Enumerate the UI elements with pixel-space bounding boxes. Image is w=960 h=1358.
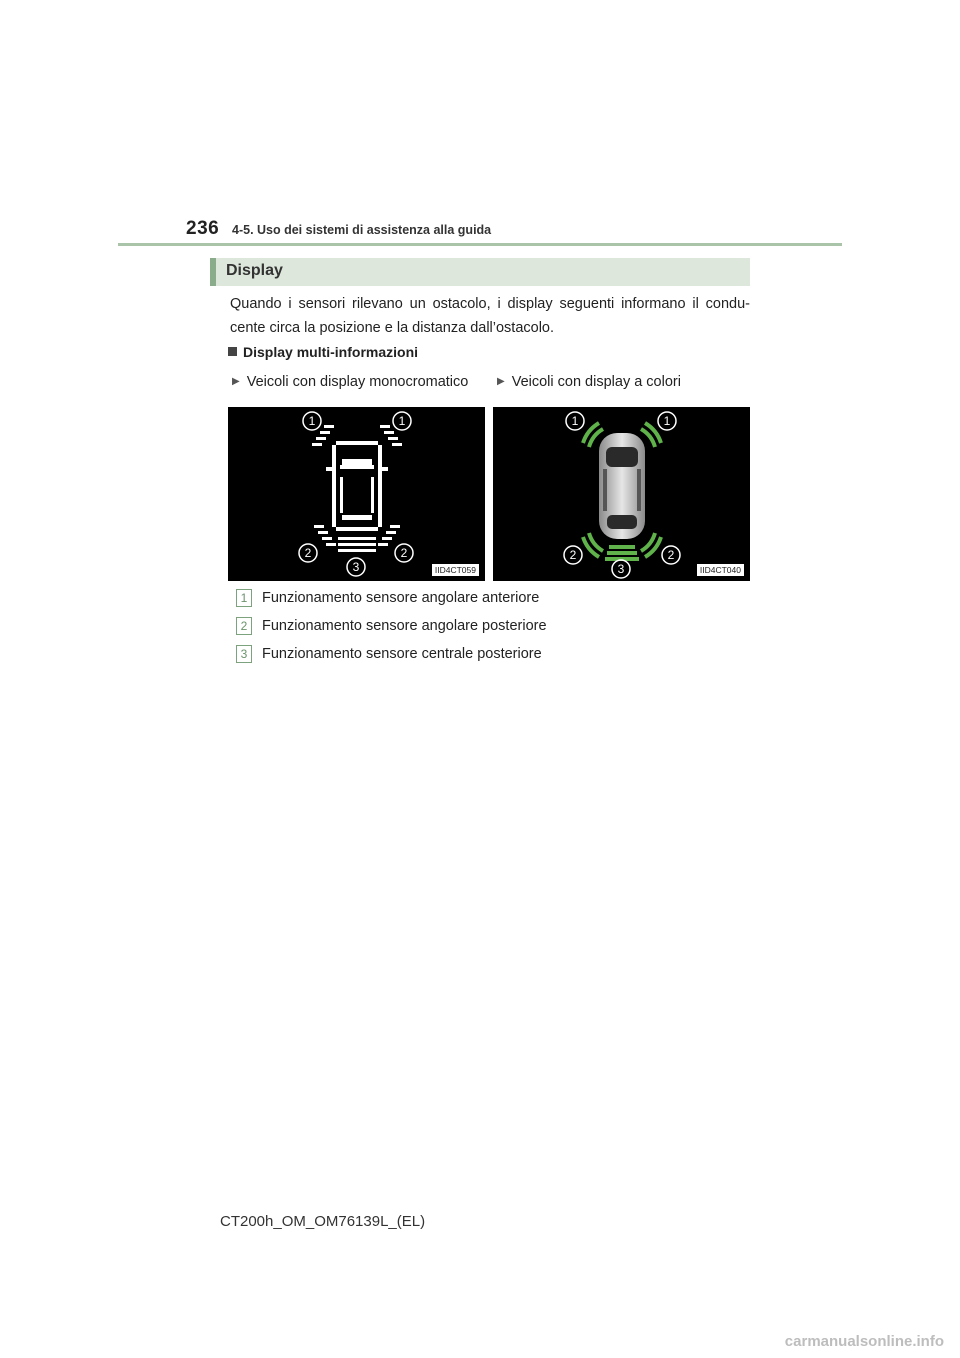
figure-label-mono [232,374,468,390]
intro-paragraph: Quando i sensori rilevano un ostacolo, i display seguenti informano il condu-cente circa la posizione e la distanza dall’ostacolo. [230,296,750,336]
figure-code: IID4CT059 [432,564,479,576]
legend-number-badge: 1 [236,589,252,607]
legend-text: Funzionamento sensore angolare posteriore [262,618,547,634]
callout-1: 1 [663,414,671,428]
triangle-bullet-icon: ▶ [497,376,505,387]
callout-2: 2 [304,546,312,560]
legend-item-rear-center [236,645,542,663]
page-number: 236 [186,218,220,239]
callout-3: 3 [352,560,360,574]
callout-1: 1 [308,414,316,428]
figure-label-text: Veicoli con display a colori [511,374,681,390]
callout-3: 3 [617,562,625,576]
callout-1: 1 [398,414,406,428]
square-bullet-icon [228,347,237,356]
color-car-illustration [493,407,750,581]
figure-label-text: Veicoli con display monocromatico [246,374,469,390]
display-section-title: Display [226,262,283,279]
color-display-image [493,407,750,581]
legend-number-badge: 2 [236,617,252,635]
callout-2: 2 [667,548,675,562]
callout-1: 1 [571,414,579,428]
legend-text: Funzionamento sensore centrale posteriore [262,646,542,662]
section-title: 4-5. Uso dei sistemi di assistenza alla guida [232,223,492,237]
header-rule [118,243,842,246]
watermark: carmanualsonline.info [784,1333,944,1350]
subheading [228,344,418,360]
legend-item-rear-corner [236,617,547,635]
legend-number-badge: 3 [236,645,252,663]
mono-car-illustration [228,407,485,581]
display-section-header [210,258,750,286]
legend-text: Funzionamento sensore angolare anteriore [262,590,540,606]
mono-display-image [228,407,485,581]
subheading-text: Display multi-informazioni [243,344,419,360]
figure-label-color [497,374,681,390]
triangle-bullet-icon: ▶ [232,376,240,387]
figure-code: IID4CT040 [697,564,744,576]
callout-2: 2 [569,548,577,562]
legend-item-front-corner [236,589,539,607]
callout-2: 2 [400,546,408,560]
footer-document-code: CT200h_OM_OM76139L_(EL) [220,1213,426,1230]
